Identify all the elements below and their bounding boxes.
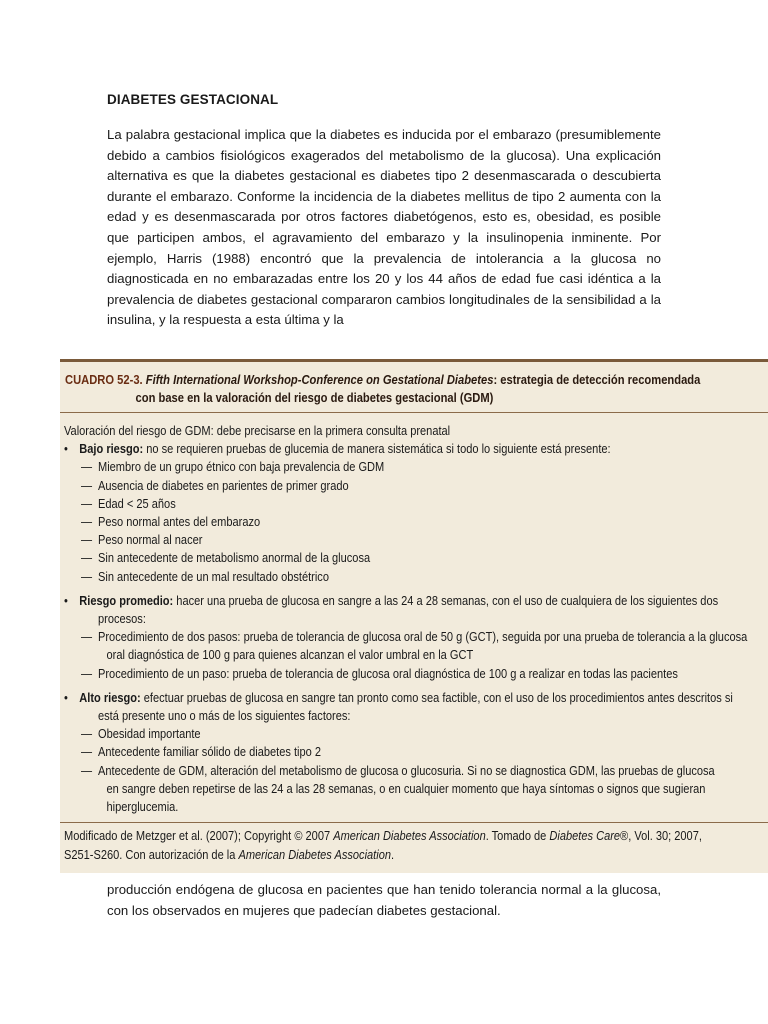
footer-text: Modificado de Metzger et al. (2007); Copyright © 2007 — [64, 828, 334, 843]
list-item — [64, 458, 761, 476]
list-item — [64, 477, 761, 495]
low-risk-text: no se requieren pruebas de glucemia de manera sistemática si todo lo siguiente está presente: — [143, 441, 611, 457]
list-item — [64, 495, 761, 513]
list-item — [64, 743, 761, 761]
list-item — [64, 568, 761, 586]
list-item-text: Antecedente de GDM, alteración del metabolismo de glucosa o glucosuria. Si no se diagnostica GDM, las pruebas de glucosa — [98, 762, 715, 778]
box-body — [64, 422, 761, 816]
dash-icon: — — [81, 532, 93, 548]
box-footer — [64, 827, 761, 864]
list-item-text: Ausencia de diabetes en parientes de primer grado — [98, 477, 349, 493]
high-risk-label: Alto riesgo: — [79, 689, 141, 705]
bullet-icon: • — [64, 441, 68, 457]
low-risk-bullet — [64, 440, 761, 458]
box-title — [65, 371, 762, 407]
box-title-rest: : estrategia de detección recomendada — [493, 372, 701, 387]
dash-icon: — — [81, 629, 93, 645]
box-footer-divider — [60, 822, 768, 823]
mid-risk-text: hacer una prueba de glucosa en sangre a las 24 a 28 semanas, con el uso de cualquiera de los siguientes dos — [173, 592, 719, 608]
high-risk-text: efectuar pruebas de glucosa en sangre tan pronto como sea factible, con el uso de los procedimientos antes descritos si — [140, 689, 733, 705]
dash-icon: — — [81, 459, 93, 475]
table-figure-cuadro-52-3 — [60, 359, 768, 873]
high-risk-text-cont: está presente uno o más de los siguientes factores: — [98, 708, 351, 724]
dash-icon: — — [81, 550, 93, 566]
footer-italic: American Diabetes Association — [333, 828, 486, 843]
list-item-text: Peso normal al nacer — [98, 532, 203, 548]
low-risk-label: Bajo riesgo: — [79, 441, 144, 457]
list-item — [64, 762, 761, 780]
list-item-text: Procedimiento de dos pasos: prueba de tolerancia de glucosa oral de 50 g (GCT), seguida por una prueba de tolerancia a la glucosa — [98, 629, 748, 645]
list-item-text: Miembro de un grupo étnico con baja prevalencia de GDM — [98, 459, 385, 475]
dash-icon: — — [81, 477, 93, 493]
dash-icon: — — [81, 744, 93, 760]
dash-icon: — — [81, 665, 93, 681]
dash-icon: — — [81, 762, 93, 778]
list-item-text: Edad < 25 años — [98, 495, 176, 511]
list-item-cont: hiperglucemia. — [106, 799, 179, 815]
bullet-icon: • — [64, 689, 68, 705]
body-paragraph-2: producción endógena de glucosa en pacientes que han tenido tolerancia normal a la glucosa, con los observados en mujeres que padecían diabetes gestacional. — [107, 882, 661, 918]
mid-risk-text-cont: procesos: — [98, 611, 146, 627]
dash-icon: — — [81, 514, 93, 530]
box-top-rule — [60, 359, 768, 362]
list-item — [64, 531, 761, 549]
footer-text: ®, Vol. 30; 2007, — [620, 828, 702, 843]
list-item — [64, 665, 761, 683]
list-item-text: Sin antecedente de metabolismo anormal de la glucosa — [98, 550, 371, 566]
list-item — [64, 725, 761, 743]
footer-italic: Diabetes Care — [549, 828, 621, 843]
body-paragraph-1: La palabra gestacional implica que la diabetes es inducida por el embarazo (presumiblemente debido a cambios fisiológicos exagerados del metabolismo de la glucosa). Una explicación alternativa es que la diabetes gestacional es diabetes tipo 2 desenmascarada o descubierta durante el embarazo. Conforme la incidencia de la diabetes mellitus de tipo 2 aumenta con la edad y es desenmascarada por otros factores diabetógenos, esto es, obesidad, es posible que participen ambos, el agravamiento del embarazo y la insulinopenia inminente. Por ejemplo, Harris (1988) encontró que la prevalencia de intolerancia a la glucosa no diagnosticada en no embarazadas entre los 20 y los 44 años de edad fue casi idéntica a la prevalencia de diabetes gestacional compararon cambios longitudinales de la sensibilidad a la insulina, y la respuesta a esta última y la — [107, 127, 661, 328]
footer-italic: American Diabetes Association — [238, 846, 391, 862]
dash-icon: — — [81, 568, 93, 584]
box-title-line2: con base en la valoración del riesgo de diabetes gestacional (GDM) — [135, 390, 494, 405]
footer-text: . Tomado de — [485, 828, 550, 843]
box-title-italic: Fifth International Workshop-Conference on Gestational Diabetes — [145, 372, 494, 387]
list-item-text: Sin antecedente de un mal resultado obstétrico — [98, 568, 329, 584]
high-risk-bullet — [64, 689, 761, 707]
page-heading: DIABETES GESTACIONAL — [107, 92, 279, 107]
list-item-text: Antecedente familiar sólido de diabetes tipo 2 — [98, 744, 321, 760]
list-item-text: Peso normal antes del embarazo — [98, 514, 261, 530]
box-intro: Valoración del riesgo de GDM: debe precisarse en la primera consulta prenatal — [64, 423, 451, 438]
footer-text: S251-S260. Con autorización de la — [64, 846, 239, 862]
list-item — [64, 628, 761, 646]
list-item-cont: en sangre deben repetirse de las 24 a las 28 semanas, o en cualquier momento que haya síntomas o signos que sugieran — [106, 780, 706, 796]
list-item — [64, 549, 761, 567]
footer-text: . — [390, 846, 395, 862]
dash-icon: — — [81, 726, 93, 742]
list-item — [64, 513, 761, 531]
list-item-cont: oral diagnóstica de 100 g para quienes alcanzan el valor umbral en la GCT — [106, 647, 474, 663]
mid-risk-bullet — [64, 592, 761, 610]
list-item-text: Obesidad importante — [98, 726, 201, 742]
mid-risk-label: Riesgo promedio: — [79, 592, 174, 608]
box-label: CUADRO 52-3. — [65, 372, 143, 387]
dash-icon: — — [81, 495, 93, 511]
list-item-text: Procedimiento de un paso: prueba de tolerancia de glucosa oral diagnóstica de 100 g a realizar en todas las pacientes — [98, 665, 678, 681]
bullet-icon: • — [64, 592, 68, 608]
box-title-divider — [60, 412, 768, 413]
